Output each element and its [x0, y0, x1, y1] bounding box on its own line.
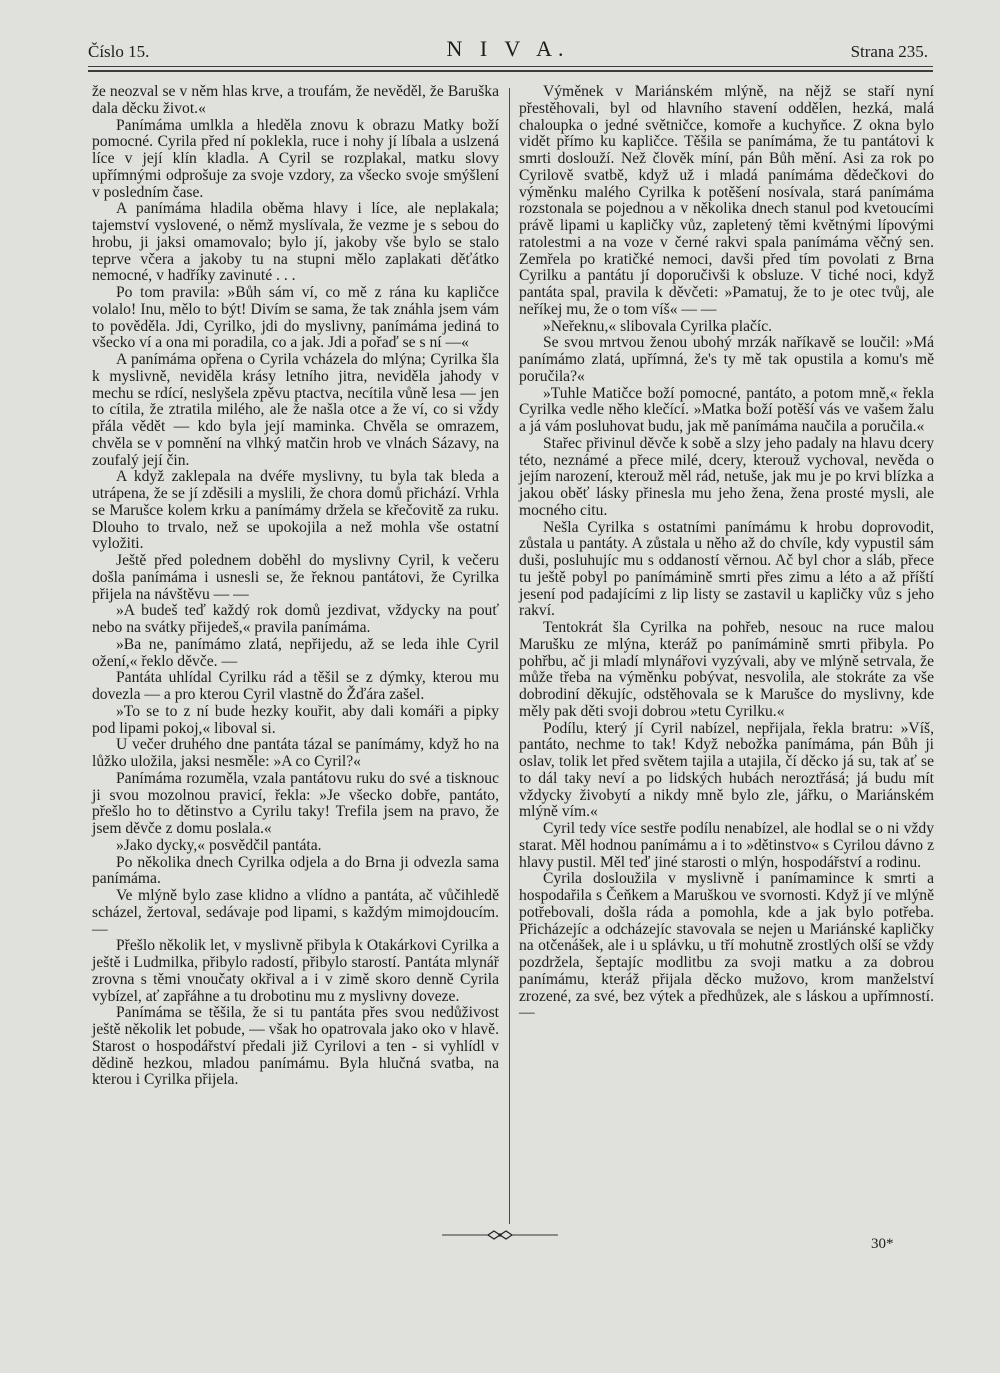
paragraph: Přešlo několik let, v myslivně přibyla k Otakárkovi Cyrilka a ještě i Ludmilka, přibylo radostí, přibylo starostí. Pantáta mlynář zrovna s těmi vnoučaty okřival a i v zimě skoro denně Cyrila vybízel, ať zapřáhne a tu drobotinu mu z myslivny doveze.	[92, 937, 499, 1005]
paragraph: Cyrila dosloužila v myslivně i panímamince k smrti a hospodařila s Čeňkem a Maruškou ve svornosti. Když jí ve mlýně potřebovali, došla ráda a pomohla, kde a jak bylo potřeba. Přicházejíc a odcházejíc stavovala se nejen u Mariánské kapličky na otčenášek, ale i u splávku, u tří mohutně zrostlých olší se vždy pozdržela, šeptajíc modlitbu za svoji matku a za dobrou panímámu, kteráž přijala děcko mužovo, krom manželství zrozené, za své, bez výtek a předhůzek, ale s láskou a upřímností. —	[519, 870, 934, 1022]
paragraph: »Tuhle Matičce boží pomocné, pantáto, a potom mně,« řekla Cyrilka vedle něho klečící. »Matka boží potěší vás ve vašem žalu a já vám posluhovat budu, jak mě panímáma naučila a poručila.«	[519, 384, 934, 435]
paragraph: A panímáma opřena o Cyrila vcházela do mlýna; Cyrilka šla k myslivně, neviděla krásy letního jitra, neviděla jahody v mechu se rdící, neslyšela zpěvu ptactva, necítila vůně lesa — jen to cítila, že ztratila milého, ale že našla otce a že ví, co si vždy přála vědět — kdo byla její maminka. Chvěla se omrazem, chvěla se v pomnění na vlhký matčin hrob ve vlnách Sázavy, na zoufalý její čin.	[92, 351, 499, 469]
page-number: Strana 235.	[850, 42, 928, 61]
header-rule-thick	[88, 70, 933, 72]
paragraph: »Neřeknu,« slibovala Cyrilka plačíc.	[543, 317, 773, 335]
paragraph: Po tom pravila: »Bůh sám ví, co mě z rána ku kapličce volalo! Inu, mělo to být! Divím se sama, že tak znáhla jsem vám to pověděla. Jdi, Cyrilko, jdi do myslivny, panímáma jediná to všecko ví a ona mi poradila, co a jak. Jdi a pořaď se s ní —«	[92, 284, 499, 352]
paragraph: Stařec přivinul děvče k sobě a slzy jeho padaly na hlavu dcery této, neznámé a přece milé, dcery, kterouž vychoval, nevěda o jejím narození, kterouž měl rád, netuše, jak mu je po krvi blízka a jakou oběť lásky přinesla mu jeho žena, žena prosté mysli, ale mocného citu.	[519, 434, 934, 519]
paragraph: Panímáma umlkla a hleděla znovu k obrazu Matky boží pomocné. Cyrila před ní poklekla, ruce i nohy jí líbala a uslzená líce v její klín kladla. A Cyril se rozplakal, matku slovy upřímnými odprošuje za svoje vzdory, za všecko svoje smýšlení v posledním čase.	[92, 116, 499, 201]
paragraph: že neozval se v něm hlas krve, a troufám, že nevěděl, že Baruška dala děcku život.«	[92, 83, 499, 117]
column-divider	[509, 88, 510, 1224]
paragraph: »Jako dycky,« posvědčil pantáta.	[116, 836, 322, 854]
paragraph: A když zaklepala na dvéře myslivny, tu byla tak bleda a utrápena, že se jí zděsili a myslili, že chora domů přichází. Vrhla se Marušce kolem krku a panímámy držela se křečovitě za ruku. Dlouho to trvalo, než se upokojila a než mohla vše ostatní vyložiti.	[92, 468, 499, 553]
right-column	[519, 84, 934, 1022]
paragraph: Ve mlýně bylo zase klidno a vlídno a pantáta, ač vůčihledě scházel, žertoval, sedávaje pod lipami, s každým mimojdoucím. —	[92, 887, 499, 938]
paragraph: Tentokrát šla Cyrilka na pohřeb, nesouc na ruce malou Marušku ze mlýna, kteráž po panímámině smrti přibyla. Po pohřbu, ač ji mladí mlynářovi vyzývali, aby ve mlýně setrvala, že může třeba na výměnku pobývat, nesvolila, ale stokráte za vše dobrodiní děkujíc, odstěhovala se k Marušce do myslivny, kde měly pak děti svoji dobrou »tetu Cyrilku.«	[519, 619, 934, 720]
paragraph: Panímáma rozuměla, vzala pantátovu ruku do své a tisknouc ji svou mozolnou pravicí, řekla: »Je všecko dobře, pantáto, přešlo ho to dětinstvo a Cyrilu taky! Trefila jsem na pravo, že jsem děvče z domu poslala.«	[92, 769, 499, 837]
issue-number: Číslo 15.	[88, 42, 150, 61]
header-rule-thin	[88, 66, 933, 67]
left-column	[92, 84, 499, 1089]
paragraph: U večer druhého dne pantáta tázal se panímámy, když ho na lůžko uložila, jaksi nesměle: »A co Cyril?«	[92, 736, 499, 770]
signature-mark: 30*	[871, 1236, 894, 1252]
paragraph: »Ba ne, panímámo zlatá, nepřijedu, až se leda ihle Cyril ožení,« řeklo děvče. —	[92, 635, 499, 670]
paragraph: Se svou mrtvou ženou ubohý mrzák naříkavě se loučil: »Má panímámo zlatá, upřímná, že's ty mě tak opustila a komu's mě poručila?«	[519, 334, 934, 385]
paragraph: »A budeš teď každý rok domů jezdivat, vždycky na pouť nebo na svátky přijedeš,« pravila panímáma.	[92, 602, 499, 636]
paragraph: Nešla Cyrilka s ostatními panímámu k hrobu doprovodit, zůstala u pantáty. A zůstala u něho až do chvíle, kdy vypustil sám duši, posluhujíc mu s oddaností věrnou. Ač byl chor a sláb, přece tu ještě pobyl po panímámině smrti přes zimu a léto a až příští jesení pod padajícími z lip listy se zastavil u kapličky vůz s jeho rakví.	[519, 518, 934, 620]
paragraph: Podílu, který jí Cyril nabízel, nepřijala, řekla bratru: »Víš, pantáto, nechme to tak! Když nebožka panímáma, pán Bůh ji oslav, tolik let před světem tajila a utajila, čí děcko já su, tak ať se to dál taky neví a po lidských hubách neroztřásá; já budu mít vždycky živobytí a nikdy mně bylo zle, jářku, o Mariánském mlýně vím.«	[519, 719, 934, 821]
paragraph: A panímáma hladila oběma hlavy i líce, ale neplakala; tajemství vyslovené, o němž myslívala, že vezme je s sebou do hrobu, ji jaksi omamovalo; bylo jí, jakoby vše bylo se stalo teprve včera a jakoby tu na stupni mělo zaplakati děťátko nemocné, v hadříky zavinuté . . .	[92, 200, 499, 285]
paragraph: Panímáma se těšila, že si tu pantáta přes svou nedůživost ještě několik let pobude, — však ho opatrovala jako oko v hlavě. Starost o hospodářství předali již Cyrilovi a ten - si vyhlídl v dědině hezkou, mladou panímámu. Byla hlučná svatba, na kterou i Cyrilka přijela.	[92, 1004, 499, 1089]
paragraph: Ještě před polednem doběhl do myslivny Cyril, k večeru došla panímáma i usnesli se, že řeknou pantátovi, že Cyrilka přijela na návštěvu — —	[92, 552, 499, 603]
ornament-icon	[440, 1228, 560, 1242]
paragraph: Po několika dnech Cyrilka odjela a do Brna ji odvezla sama panímáma.	[92, 853, 499, 888]
paragraph: »To se to z ní bude hezky kouřit, aby dali komáři a pipky pod lipami pokoj,« liboval si.	[92, 702, 499, 737]
page-header	[88, 36, 928, 64]
paragraph: Cyril tedy více sestře podílu nenabízel, ale hodlal se o ni vždy starat. Měl hodnou panímámu a i to »dětinstvo« s Cyrilou dávno z hlavy pustil. Měl teď jiné starosti o mlýn, hospodářství a rodinu.	[519, 820, 934, 871]
magazine-title: N I V A.	[446, 36, 570, 61]
paragraph: Pantáta uhlídal Cyrilku rád a těšil se z dýmky, kterou mu dovezla — a pro kterou Cyril vlastně do Žďára zašel.	[92, 669, 499, 703]
paragraph: Výměnek v Mariánském mlýně, na nějž se staří nyní přestěhovali, byl od hlavního stavení oddělen, hezká, malá chaloupka o jedné světničce, komoře a kuchyňce. Z okna bylo vidět přímo ku kapličce. Těšila se panímáma, že tu pantátovi k smrti doslouží. Než člověk míní, pán Bůh mění. Asi za rok po Cyrilově svatbě, když už i mladá panímáma dědečkovi do výměnku malého Cyrilka k potěšení nosívala, stará panímáma rozstonala se pojednou a v několika dnech stanul pod kvetoucími právě lipami u kapličky vůz, zapletený těmi květnými lípovými ratolestmi a na voze v černé rakvi spala panímáma věčný sen. Zemřela po kratičké nemoci, davši před tím povolati z Brna Cyrilku a pantátu jí doporučivši k obsluze. V tiché noci, když pantáta spal, pravila k děvčeti: »Pamatuj, že to je otec tvůj, ale neříkej mu, že o tom víš« — —	[519, 83, 934, 318]
